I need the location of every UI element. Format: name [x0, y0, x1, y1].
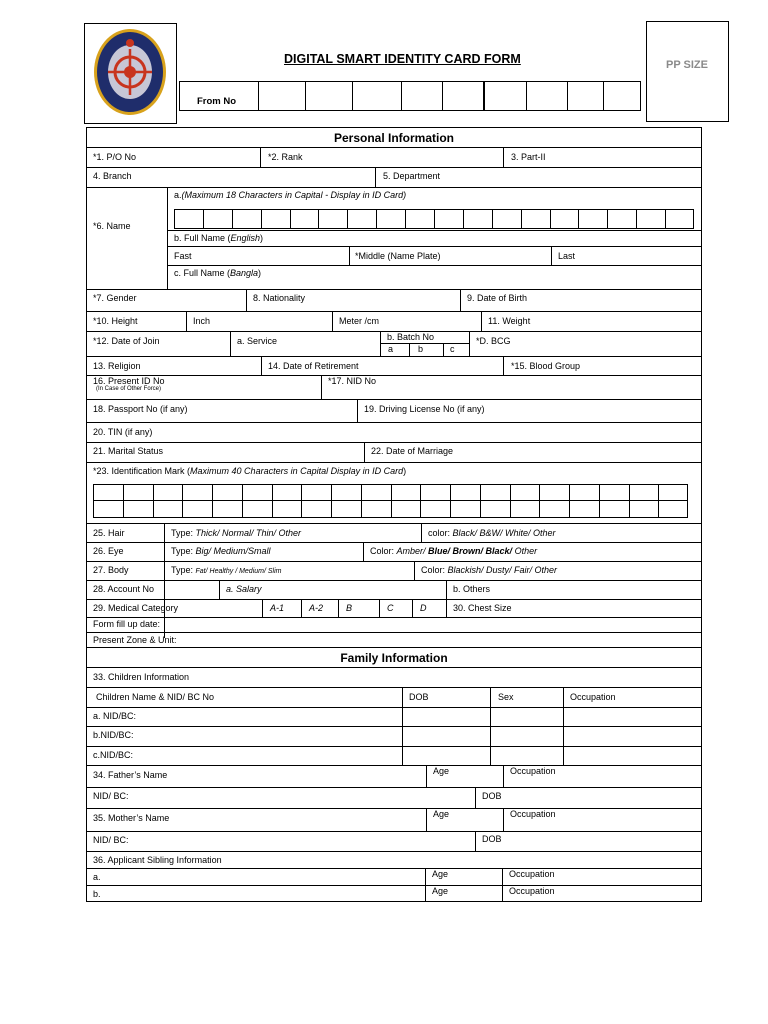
hair-color: color: Black/ B&W/ White/ Other: [428, 528, 556, 538]
passport-label: 18. Passport No (if any): [93, 404, 188, 414]
name-c-label: c. Full Name (Bangla): [174, 268, 262, 278]
mother-dob: DOB: [482, 834, 502, 844]
father-age: Age: [433, 766, 450, 776]
salary-label: a. Salary: [226, 584, 262, 594]
ident-cell-divider: [242, 484, 243, 518]
name-cell-divider: [550, 209, 551, 229]
ident-cell-divider: [569, 484, 570, 518]
ident-label: *23. Identification Mark (Maximum 40 Characters in Capital Display in ID Card): [93, 466, 407, 476]
batch-no-label: b. Batch No: [387, 332, 435, 342]
ident-cell-divider: [450, 484, 451, 518]
gender-label: *7. Gender: [93, 293, 137, 303]
eye-label: 26. Eye: [93, 546, 124, 556]
father-label: 34. Father’s Name: [93, 770, 168, 780]
name-cell-divider: [636, 209, 637, 229]
marital-label: 21. Marital Status: [93, 446, 164, 456]
ident-cell-divider: [331, 484, 332, 518]
name-cell-divider: [665, 209, 666, 229]
retirement-label: 14. Date of Retirement: [268, 361, 359, 371]
account-label: 28. Account No: [93, 584, 155, 594]
child-a: a. NID/BC:: [93, 711, 137, 721]
inch-label: Inch: [193, 316, 211, 326]
med-a2: A-2: [309, 603, 324, 613]
mother-nid: NID/ BC:: [93, 835, 129, 845]
father-nid: NID/ BC:: [93, 791, 129, 801]
department-label: 5. Department: [383, 171, 441, 181]
marriage-label: 22. Date of Marriage: [371, 446, 454, 456]
name-cell-divider: [463, 209, 464, 229]
chest-label: 30. Chest Size: [453, 603, 512, 613]
fillup-label: Form fill up date:: [93, 619, 161, 629]
ident-cell-divider: [391, 484, 392, 518]
children-header: Children Name & NID/ BC No: [96, 692, 215, 702]
sibling-a-age: Age: [432, 869, 449, 879]
hair-label: 25. Hair: [93, 528, 125, 538]
others-label: b. Others: [453, 584, 491, 594]
bcg-label: *D. BCG: [476, 336, 511, 346]
name-cell-divider: [521, 209, 522, 229]
branch-label: 4. Branch: [93, 171, 132, 181]
eye-type: Type: Big/ Medium/Small: [171, 546, 271, 556]
sibling-label: 36. Applicant Sibling Information: [93, 855, 222, 865]
ident-cell-divider: [629, 484, 630, 518]
ident-cell-divider: [658, 484, 659, 518]
ident-cell-divider: [212, 484, 213, 518]
photo-box[interactable]: [646, 21, 729, 122]
form-title: DIGITAL SMART IDENTITY CARD FORM: [284, 52, 521, 66]
hair-type: Type: Thick/ Normal/ Thin/ Other: [171, 528, 302, 538]
pp-size-label: PP SIZE: [666, 59, 708, 71]
name-a-label: a.(Maximum 18 Characters in Capital - Display in ID Card): [174, 190, 407, 200]
name-cell-divider: [607, 209, 608, 229]
ident-cell-divider: [599, 484, 600, 518]
form-no-boxes[interactable]: [258, 81, 641, 111]
batch-a: a: [388, 344, 394, 354]
coast-guard-logo: [92, 27, 168, 117]
ident-cell-divider: [123, 484, 124, 518]
first-name-label: Fast: [174, 251, 192, 261]
present-id-note: (In Case of Other Force): [96, 386, 162, 392]
tin-label: 20. TIN (if any): [93, 427, 153, 437]
mother-label: 35. Mother’s Name: [93, 813, 170, 823]
name-cell-divider: [232, 209, 233, 229]
children-dob-header: DOB: [409, 692, 429, 702]
children-occupation-header: Occupation: [570, 692, 616, 702]
blood-label: *15. Blood Group: [511, 361, 581, 371]
eye-color: Color: Amber/ Blue/ Brown/ Black/ Other: [370, 546, 538, 556]
body-type: Type: Fat/ Healthy / Medium/ Slim: [171, 565, 282, 575]
child-b: b.NID/BC:: [93, 730, 134, 740]
present-id-label: 16. Present ID No: [93, 376, 165, 386]
family-section-title: Family Information: [340, 651, 448, 665]
ident-cell-divider: [301, 484, 302, 518]
ident-cell-divider: [182, 484, 183, 518]
children-info-label: 33. Children Information: [93, 672, 190, 682]
ident-cell-divider: [539, 484, 540, 518]
name-cell-divider: [203, 209, 204, 229]
ident-cell-divider: [153, 484, 154, 518]
med-a1: A-1: [270, 603, 285, 613]
name-cell-divider: [492, 209, 493, 229]
driving-label: 19. Driving License No (if any): [364, 404, 485, 414]
ident-cell-divider: [272, 484, 273, 518]
child-c: c.NID/BC:: [93, 750, 134, 760]
body-color: Color: Blackish/ Dusty/ Fair/ Other: [421, 565, 558, 575]
sibling-a-occupation: Occupation: [509, 869, 555, 879]
ident-cell-divider: [361, 484, 362, 518]
form-no-label: From No: [197, 96, 237, 107]
name-cell-divider: [347, 209, 348, 229]
dob-label: 9. Date of Birth: [467, 293, 528, 303]
name-label: *6. Name: [93, 221, 131, 231]
date-join-label: *12. Date of Join: [93, 336, 160, 346]
weight-label: 11. Weight: [488, 316, 531, 326]
father-occupation: Occupation: [510, 766, 556, 776]
po-no-label: *1. P/O No: [93, 152, 137, 162]
med-d: D: [420, 603, 427, 613]
ident-cell-divider: [510, 484, 511, 518]
zone-label: Present Zone & Unit:: [93, 635, 177, 645]
service-label: a. Service: [237, 336, 278, 346]
ident-cell-divider: [420, 484, 421, 518]
name-cell-divider: [376, 209, 377, 229]
sibling-b-occupation: Occupation: [509, 886, 555, 896]
name-cell-divider: [290, 209, 291, 229]
sibling-a: a.: [93, 872, 101, 882]
nid-label: *17. NID No: [328, 376, 377, 386]
part2-label: 3. Part-II: [511, 152, 546, 162]
name-cell-divider: [405, 209, 406, 229]
medical-label: 29. Medical Category: [93, 603, 179, 613]
personal-section-title: Personal Information: [333, 131, 455, 145]
batch-b: b: [418, 344, 424, 354]
last-name-label: Last: [558, 251, 576, 261]
nationality-label: 8. Nationality: [253, 293, 306, 303]
religion-label: 13. Religion: [93, 361, 141, 371]
med-b: B: [346, 603, 353, 613]
name-b-label: b. Full Name (English): [174, 233, 264, 243]
father-dob: DOB: [482, 791, 502, 801]
batch-c: c: [450, 344, 455, 354]
name-cell-divider: [261, 209, 262, 229]
ident-cell-divider: [480, 484, 481, 518]
body-label: 27. Body: [93, 565, 129, 575]
rank-label: *2. Rank: [268, 152, 303, 162]
mother-occupation: Occupation: [510, 809, 556, 819]
sibling-b: b.: [93, 889, 101, 899]
name-cell-divider: [318, 209, 319, 229]
name-cell-divider: [578, 209, 579, 229]
sibling-b-age: Age: [432, 886, 449, 896]
name-cell-divider: [434, 209, 435, 229]
children-sex-header: Sex: [498, 692, 514, 702]
meter-label: Meter /cm: [339, 316, 380, 326]
height-label: *10. Height: [93, 316, 138, 326]
mother-age: Age: [433, 809, 450, 819]
middle-name-label: *Middle (Name Plate): [355, 251, 441, 261]
med-c: C: [387, 603, 394, 613]
